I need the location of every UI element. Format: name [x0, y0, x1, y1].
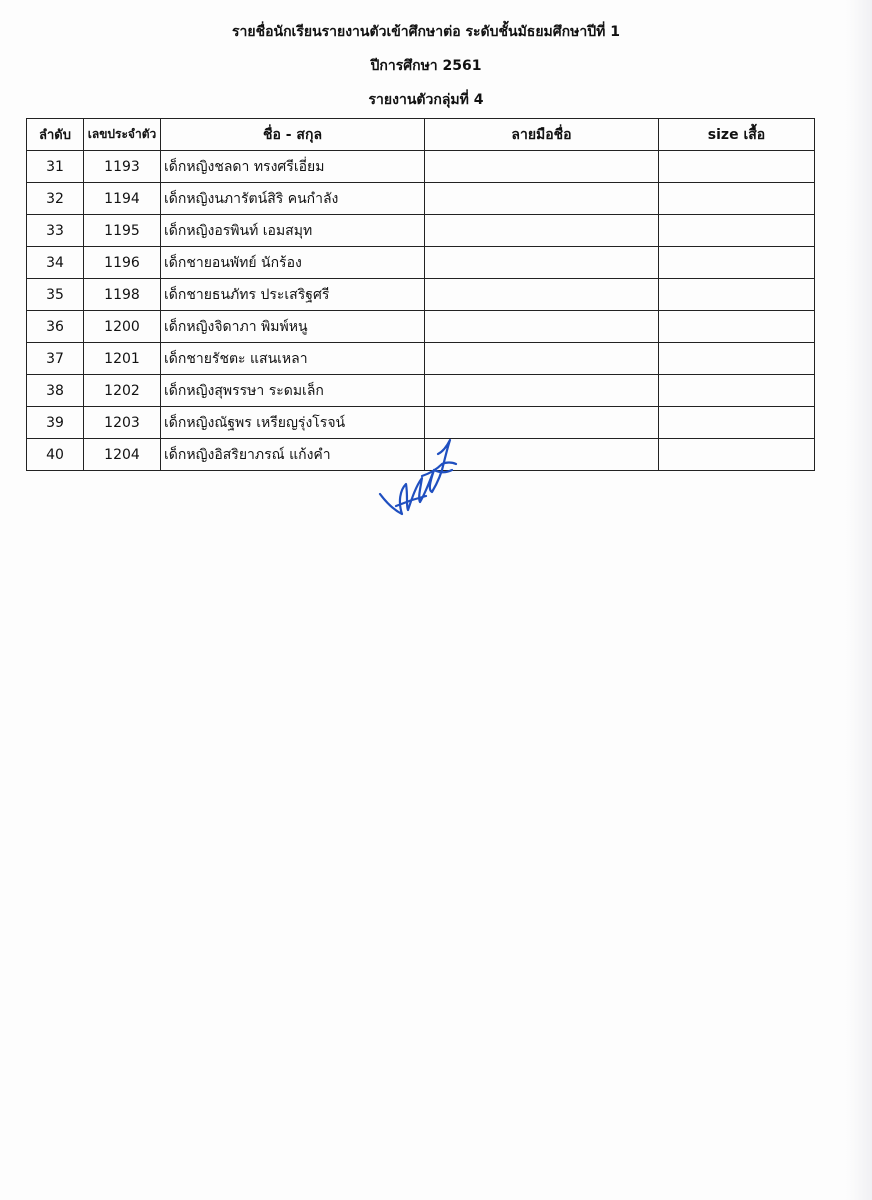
row-number: 38	[27, 375, 84, 407]
signature-cell	[425, 375, 659, 407]
row-number: 40	[27, 439, 84, 471]
signature-cell	[425, 343, 659, 375]
row-number: 37	[27, 343, 84, 375]
student-id: 1196	[84, 247, 161, 279]
student-name: เด็กชายธนภัทร ประเสริฐศรี	[161, 279, 425, 311]
student-name: เด็กหญิงชลดา ทรงศรีเอี่ยม	[161, 151, 425, 183]
student-name: เด็กหญิงอรพินท์ เอมสมุท	[161, 215, 425, 247]
signature-cell	[425, 215, 659, 247]
signature-cell	[425, 151, 659, 183]
shirt-size-cell	[659, 215, 815, 247]
column-header-name: ชื่อ - สกุล	[161, 119, 425, 151]
student-name: เด็กหญิงนภารัตน์สิริ คนกำลัง	[161, 183, 425, 215]
student-name: เด็กหญิงจิดาภา พิมพ์หนู	[161, 311, 425, 343]
table-header-row	[27, 119, 815, 151]
shirt-size-cell	[659, 247, 815, 279]
row-number: 36	[27, 311, 84, 343]
row-number: 31	[27, 151, 84, 183]
academic-year: ปีการศึกษา 2561	[370, 58, 482, 74]
table-row	[27, 343, 815, 375]
student-id: 1201	[84, 343, 161, 375]
signature-cell	[425, 183, 659, 215]
table-row	[27, 279, 815, 311]
table-row	[27, 151, 815, 183]
student-id: 1195	[84, 215, 161, 247]
row-number: 33	[27, 215, 84, 247]
shirt-size-cell	[659, 279, 815, 311]
table-row	[27, 375, 815, 407]
scan-edge-shadow	[846, 0, 872, 1200]
shirt-size-cell	[659, 407, 815, 439]
student-id: 1204	[84, 439, 161, 471]
student-id: 1202	[84, 375, 161, 407]
table-row	[27, 215, 815, 247]
shirt-size-cell	[659, 343, 815, 375]
handwritten-signature-icon	[372, 418, 464, 518]
student-name: เด็กหญิงณัฐพร เหรียญรุ่งโรจน์	[161, 407, 425, 439]
signature-cell	[425, 279, 659, 311]
student-name: เด็กหญิงอิสริยาภรณ์ แก้งคำ	[161, 439, 425, 471]
shirt-size-cell	[659, 311, 815, 343]
student-id: 1203	[84, 407, 161, 439]
table-row	[27, 247, 815, 279]
column-header-student-id: เลขประจำตัว	[84, 119, 161, 151]
shirt-size-cell	[659, 151, 815, 183]
student-name: เด็กชายอนพัทย์ นักร้อง	[161, 247, 425, 279]
shirt-size-cell	[659, 375, 815, 407]
shirt-size-cell	[659, 439, 815, 471]
student-id: 1194	[84, 183, 161, 215]
row-number: 34	[27, 247, 84, 279]
column-header-signature: ลายมือชื่อ	[425, 119, 659, 151]
group-label: รายงานตัวกลุ่มที่ 4	[368, 92, 484, 108]
student-id: 1200	[84, 311, 161, 343]
student-name: เด็กชายรัชตะ แสนเหลา	[161, 343, 425, 375]
column-header-shirt-size: size เสื้อ	[659, 119, 815, 151]
signature-cell	[425, 311, 659, 343]
row-number: 39	[27, 407, 84, 439]
row-number: 32	[27, 183, 84, 215]
signature-cell	[425, 247, 659, 279]
row-number: 35	[27, 279, 84, 311]
student-id: 1198	[84, 279, 161, 311]
student-id: 1193	[84, 151, 161, 183]
table-row	[27, 311, 815, 343]
column-header-number: ลำดับ	[27, 119, 84, 151]
table-row	[27, 183, 815, 215]
document-title: รายชื่อนักเรียนรายงานตัวเข้าศึกษาต่อ ระดับชั้นมัธยมศึกษาปีที่ 1	[232, 24, 620, 40]
student-name: เด็กหญิงสุพรรษา ระดมเล็ก	[161, 375, 425, 407]
shirt-size-cell	[659, 183, 815, 215]
